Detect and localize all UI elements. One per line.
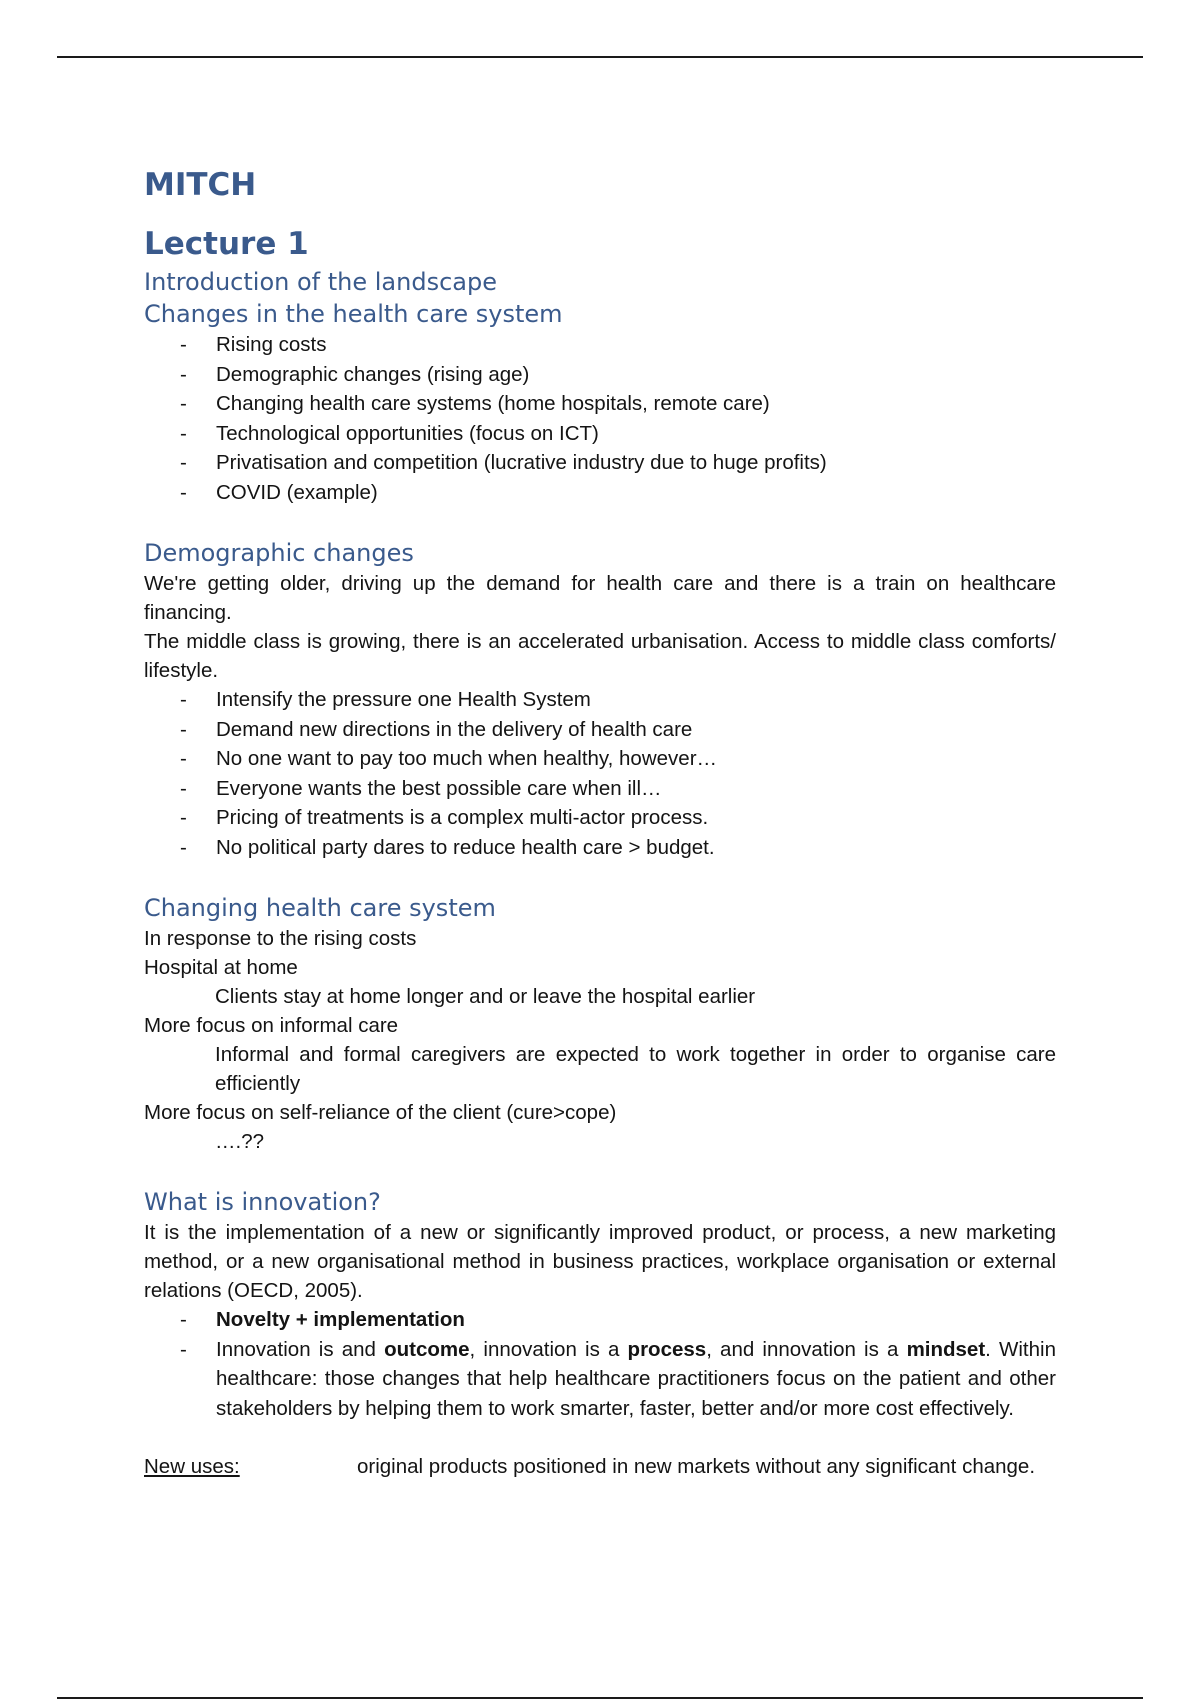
list-item: - Rising costs — [216, 330, 1056, 360]
subtitle-heading: Introduction of the landscape — [144, 268, 497, 296]
new-uses-term: New uses: — [144, 1455, 240, 1478]
section-heading-changes: Changes in the health care system — [144, 300, 563, 328]
footer-rule — [57, 1697, 1143, 1699]
list-item — [216, 1305, 1056, 1335]
section-heading-changing-system: Changing health care system — [144, 894, 496, 922]
changing-system-line-3: More focus on informal care — [144, 1014, 399, 1037]
document-title: MITCH — [144, 167, 257, 203]
list-item: - Everyone wants the best possible care when ill… — [216, 774, 1056, 804]
text-run: Innovation is and — [216, 1337, 385, 1361]
list-item: - Demographic changes (rising age) — [216, 360, 1056, 390]
changing-system-line-1: In response to the rising costs — [144, 927, 417, 950]
header-rule — [57, 56, 1143, 58]
text-run: . Within healthcare: those changes that help healthcare practitioners focus on the patient and other stakeholders by helping them to work smarter, faster, better and/or more cost effectively. — [216, 1337, 1056, 1420]
demographic-paragraph-2: The middle class is growing, there is an accelerated urbanisation. Access to middle class comforts/ lifestyle. — [144, 630, 1056, 682]
list-item: - Technological opportunities (focus on ICT) — [216, 419, 1056, 449]
innovation-definition: It is the implementation of a new or significantly improved product, or process, a new marketing method, or a new organisational method in business practices, workplace organisation or external relations (OECD, 2005). — [144, 1221, 1056, 1302]
list-item: - Changing health care systems (home hospitals, remote care) — [216, 389, 1056, 419]
innovation-item-1: Novelty + implementation — [216, 1308, 465, 1331]
demographic-list — [144, 685, 1056, 862]
bold-term-mindset: mindset — [906, 1337, 986, 1361]
changing-system-line-4-detail: ….?? — [215, 1130, 264, 1153]
list-item: - Pricing of treatments is a complex multi-actor process. — [216, 803, 1056, 833]
changes-list — [144, 330, 1056, 507]
innovation-list — [144, 1305, 1056, 1423]
new-uses-text: original products positioned in new markets without any significant change. — [357, 1455, 1036, 1478]
section-heading-innovation: What is innovation? — [144, 1188, 381, 1216]
changing-system-line-4: More focus on self-reliance of the client (cure>cope) — [144, 1101, 617, 1124]
demographic-paragraph-1: We're getting older, driving up the demand for health care and there is a train on healthcare financing. — [144, 572, 1056, 624]
bold-term-process: process — [627, 1337, 707, 1361]
list-item: - Intensify the pressure one Health System — [216, 685, 1056, 715]
bold-term-outcome: outcome — [384, 1337, 470, 1361]
changing-system-line-3-detail: Informal and formal caregivers are expected to work together in order to organise care efficiently — [215, 1043, 1056, 1095]
list-item: - Demand new directions in the delivery of health care — [216, 715, 1056, 745]
changing-system-line-2-detail: Clients stay at home longer and or leave the hospital earlier — [215, 985, 756, 1008]
new-uses-definition — [144, 1452, 1056, 1481]
list-item — [216, 1335, 1056, 1424]
lecture-heading: Lecture 1 — [144, 226, 309, 262]
list-item: - No one want to pay too much when healthy, however… — [216, 744, 1056, 774]
list-item: - Privatisation and competition (lucrative industry due to huge profits) — [216, 448, 1056, 478]
text-run: , innovation is a — [469, 1337, 628, 1361]
changing-system-line-2: Hospital at home — [144, 956, 298, 979]
text-run: , and innovation is a — [706, 1337, 907, 1361]
section-heading-demographic: Demographic changes — [144, 539, 414, 567]
document-body — [144, 160, 1056, 1481]
list-item: - No political party dares to reduce health care > budget. — [216, 833, 1056, 863]
list-item: - COVID (example) — [216, 478, 1056, 508]
